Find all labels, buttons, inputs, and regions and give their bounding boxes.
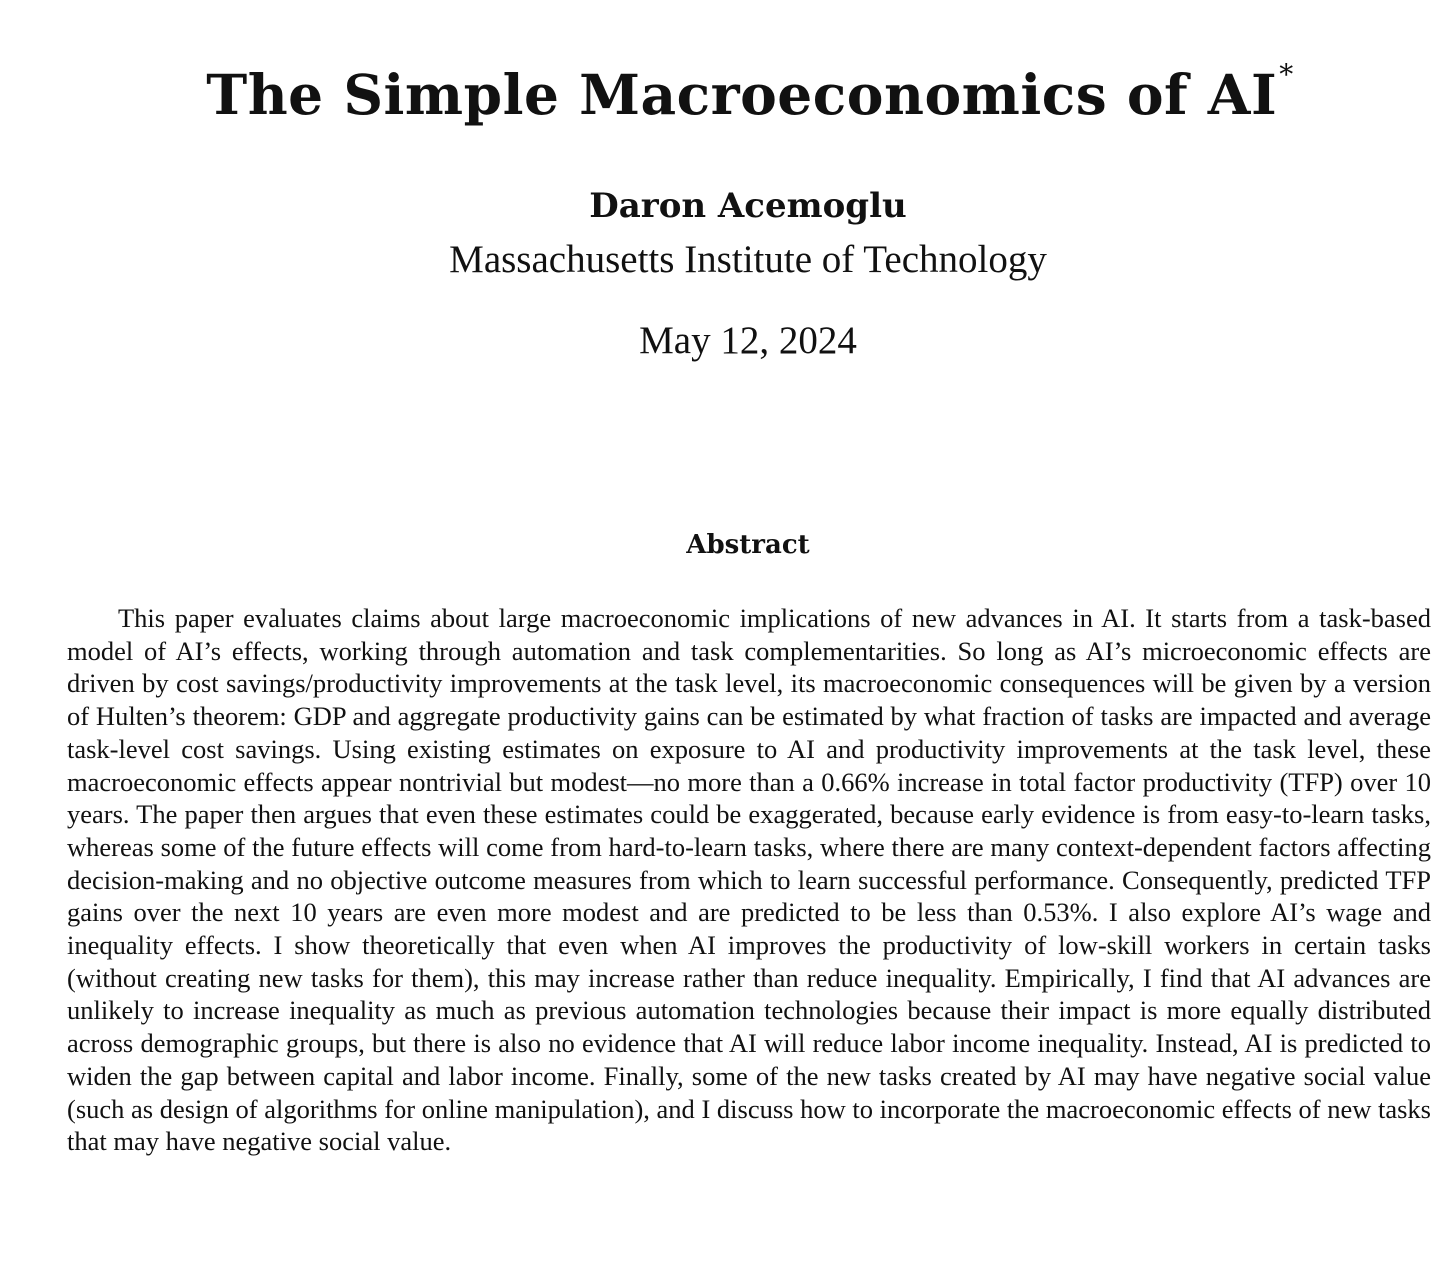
title-footnote-mark: * [1279, 58, 1294, 91]
author-affiliation: Massachusetts Institute of Technology [449, 238, 1047, 281]
paper-title [0, 58, 1456, 127]
author-name: Daron Acemoglu [589, 186, 907, 226]
publication-date: May 12, 2024 [639, 319, 857, 362]
paper-title-text: The Simple Macroeconomics of AI [206, 62, 1278, 127]
abstract-heading: Abstract [686, 530, 810, 560]
abstract-body: This paper evaluates claims about large macroeconomic implications of new advances in AI. It starts from a task-based model of AI’s effects, working through automation and task complementarities. So long as AI’s microeconomic effects are driven by cost savings/productivity improvements at the task level, its macroeconomic consequences will be given by a version of Hulten’s theorem: GDP and aggregate productivity gains can be estimated by what fraction of tasks are impacted and average task-level cost savings. Using existing estimates on exposure to AI and productivity improvements at the task level, these macroeconomic effects appear nontrivial but modest—no more than a 0.66% increase in total factor productivity (TFP) over 10 years. The paper then argues that even these estimates could be exaggerated, because early evidence is from easy-to-learn tasks, whereas some of the future effects will come from hard-to-learn tasks, where there are many context-dependent factors affecting decision-making and no objective outcome measures from which to learn successful performance. Consequently, predicted TFP gains over the next 10 years are even more modest and are predicted to be less than 0.53%. I also explore AI’s wage and inequality effects. I show theoretically that even when AI improves the productivity of low-skill workers in certain tasks (without creating new tasks for them), this may increase rather than reduce inequality. Empirically, I find that AI advances are unlikely to increase inequality as much as previous automation technologies because their impact is more equally distributed across demographic groups, but there is also no evidence that AI will reduce labor income inequality. Instead, AI is predicted to widen the gap between capital and labor income. Finally, some of the new tasks created by AI may have negative social value (such as design of algorithms for online manipulation), and I discuss how to incorporate the macroeconomic effects of new tasks that may have negative social value. [67, 603, 1431, 1157]
